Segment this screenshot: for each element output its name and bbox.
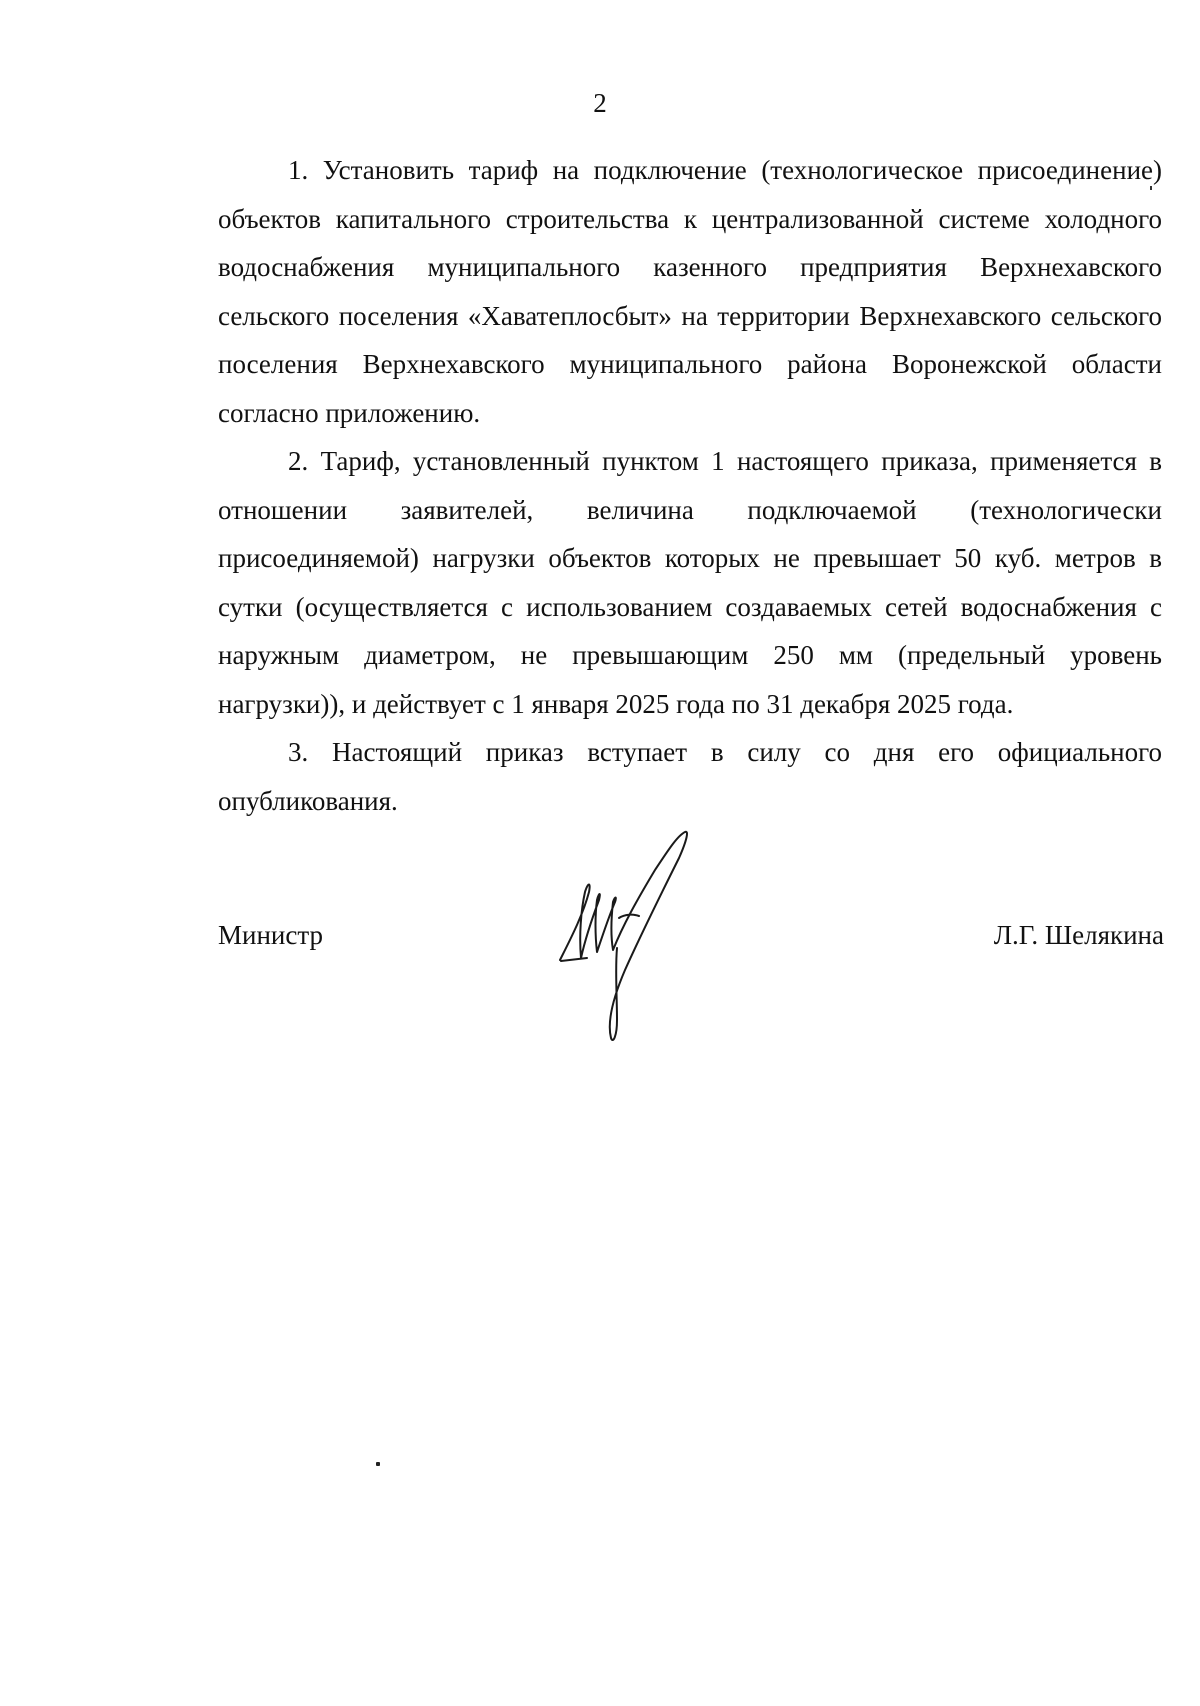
paragraph-3: 3. Настоящий приказ вступает в силу со дня его официального опубликования. (218, 737, 1162, 816)
page-number: 2 (593, 88, 607, 118)
scan-speck (1150, 186, 1152, 190)
signatory-name: Л.Г. Шелякина (993, 920, 1164, 950)
scan-speck (376, 1462, 380, 1466)
signatory-title: Министр (218, 920, 323, 950)
paragraph-1: 1. Установить тариф на подключение (технологическое присоединение) объектов капитального строительства к централизованной системе холодного водоснабжения муниципального казенного предприятия Верхнехавского сельского поселения «Хаватеплосбыт» на территории Верхнехавского сельского поселения Верхнехавского муниципального района Воронежской области согласно приложению. (218, 155, 1162, 428)
paragraph-2: 2. Тариф, установленный пунктом 1 настоящего приказа, применяется в отношении заявителей, величина подключаемой (технологически присоединяемой) нагрузки объектов которых не превышает 50 куб. метров в сутки (осуществляется с использованием создаваемых сетей водоснабжения с наружным диаметром, не превышающим 250 мм (предельный уровень нагрузки)), и действует с 1 января 2025 года по 31 декабря 2025 года. (218, 446, 1162, 719)
document-body (218, 146, 1162, 825)
signature-block (218, 920, 1164, 970)
